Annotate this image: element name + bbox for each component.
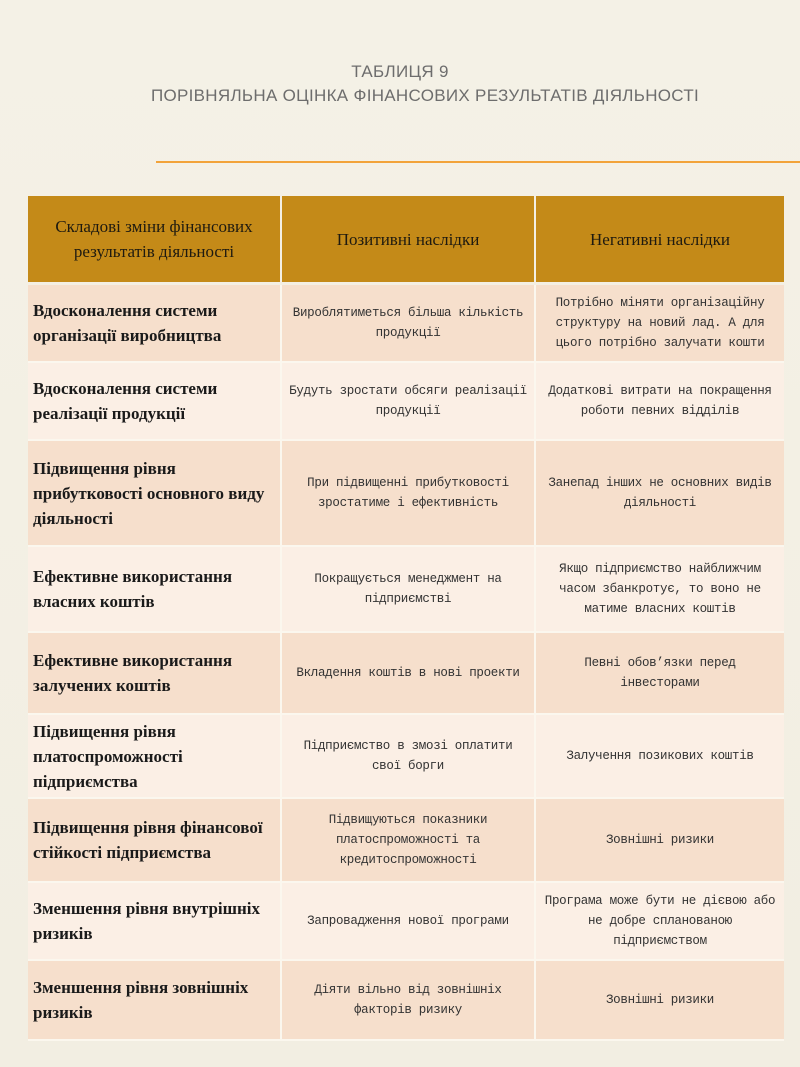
component-cell: Зменшення рівня внутрішніх ризиків <box>28 883 282 961</box>
table-row <box>28 715 784 799</box>
negative-cell: Додаткові витрати на покращення роботи певних відділів <box>536 363 784 441</box>
negative-cell: Занепад інших не основних видів діяльності <box>536 441 784 547</box>
table-row <box>28 363 784 441</box>
header-components: Складові зміни фінансових результатів діяльності <box>28 196 282 285</box>
negative-cell: Якщо підприємство найближчим часом збанкротує, то воно не матиме власних коштів <box>536 547 784 633</box>
table-row <box>28 285 784 363</box>
negative-cell: Потрібно міняти організаційну структуру на новий лад. А для цього потрібно залучати кошти <box>536 285 784 363</box>
comparison-table <box>28 196 784 1041</box>
negative-cell: Залучення позикових коштів <box>536 715 784 799</box>
component-cell: Ефективне використання власних коштів <box>28 547 282 633</box>
component-cell: Вдосконалення системи організації виробництва <box>28 285 282 363</box>
positive-cell: Будуть зростати обсяги реалізації продукції <box>282 363 536 441</box>
positive-cell: При підвищенні прибутковості зростатиме і ефективність <box>282 441 536 547</box>
header-positive: Позитивні наслідки <box>282 196 536 285</box>
title-divider <box>156 161 800 163</box>
table-row <box>28 883 784 961</box>
table-number: ТАБЛИЦЯ 9 <box>351 62 449 81</box>
positive-cell: Вкладення коштів в нові проекти <box>282 633 536 715</box>
table-title: ПОРІВНЯЛЬНА ОЦІНКА ФІНАНСОВИХ РЕЗУЛЬТАТІВ ДІЯЛЬНОСТІ <box>150 86 700 105</box>
header-negative: Негативні наслідки <box>536 196 784 285</box>
negative-cell: Певні обов’язки перед інвесторами <box>536 633 784 715</box>
negative-cell: Зовнішні ризики <box>536 961 784 1041</box>
negative-cell: Програма може бути не дієвою або не добре спланованою підприємством <box>536 883 784 961</box>
component-cell: Підвищення рівня прибутковості основного виду діяльності <box>28 441 282 547</box>
component-cell: Ефективне використання залучених коштів <box>28 633 282 715</box>
positive-cell: Підвищуються показники платоспроможності та кредитоспроможності <box>282 799 536 883</box>
component-cell: Вдосконалення системи реалізації продукції <box>28 363 282 441</box>
positive-cell: Запровадження нової програми <box>282 883 536 961</box>
table-row <box>28 799 784 883</box>
table-row <box>28 633 784 715</box>
page-title <box>0 60 800 108</box>
negative-cell: Зовнішні ризики <box>536 799 784 883</box>
positive-cell: Діяти вільно від зовнішніх факторів ризику <box>282 961 536 1041</box>
component-cell: Підвищення рівня платоспроможності підприємства <box>28 715 282 799</box>
positive-cell: Вироблятиметься більша кількість продукції <box>282 285 536 363</box>
table-row <box>28 547 784 633</box>
table-row <box>28 441 784 547</box>
comparison-table-container <box>28 196 784 1041</box>
table-row <box>28 961 784 1041</box>
component-cell: Підвищення рівня фінансової стійкості підприємства <box>28 799 282 883</box>
positive-cell: Покращується менеджмент на підприємстві <box>282 547 536 633</box>
table-header-row <box>28 196 784 285</box>
component-cell: Зменшення рівня зовнішніх ризиків <box>28 961 282 1041</box>
positive-cell: Підприємство в змозі оплатити свої борги <box>282 715 536 799</box>
